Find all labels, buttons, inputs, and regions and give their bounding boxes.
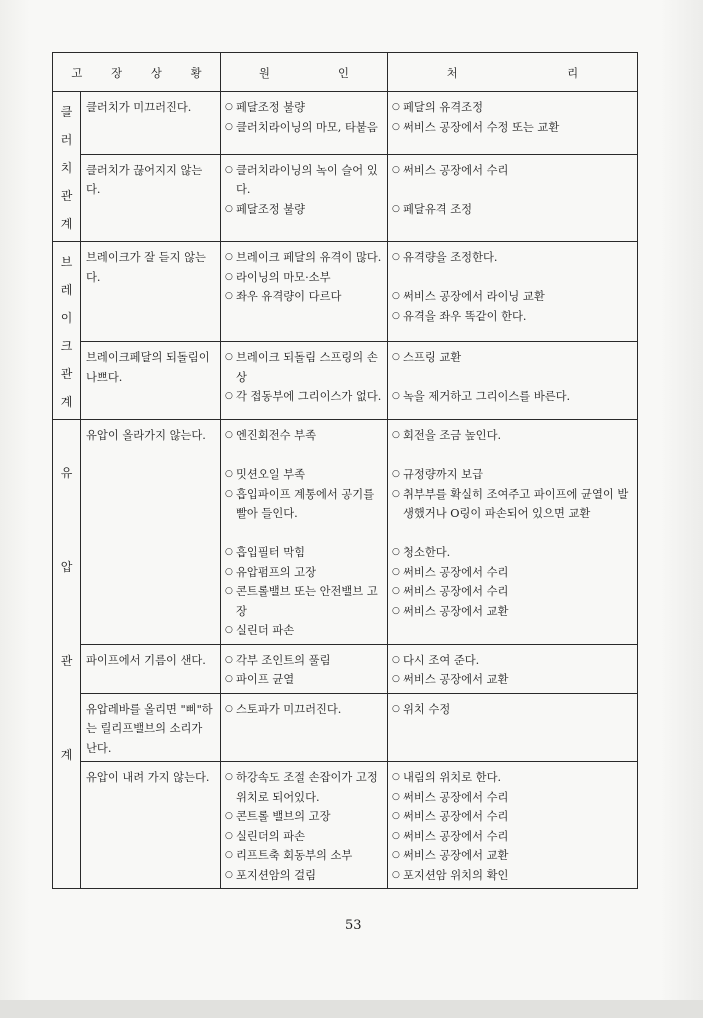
cause-item: ○ 하강속도 조절 손잡이가 고정 위치로 되어있다. (226, 768, 382, 807)
category-cell (53, 420, 81, 889)
cause-item: ○ 밋션오일 부족 (226, 465, 382, 485)
situation-cell: 유압이 올라가지 않는다. (81, 420, 221, 645)
cause-item: ○ 각부 조인트의 풀림 (226, 651, 382, 671)
action-item: ○ 써비스 공장에서 수리 (393, 161, 632, 181)
table-row (53, 342, 638, 420)
category-cell (53, 242, 81, 420)
cause-item: ○ 흡입필터 막힘 (226, 543, 382, 563)
action-item: ○ 취부부를 확실히 조여주고 파이프에 균열이 발생했거나 O링이 파손되어 있으면 교환 (393, 485, 632, 524)
spacer (393, 524, 632, 544)
category-char: 관 (60, 189, 73, 203)
action-item: ○ 써비스 공장에서 교환 (393, 670, 632, 690)
action-item: ○ 청소한다. (393, 543, 632, 563)
cause-item: ○ 콘트롤밸브 또는 안전밸브 고장 (226, 582, 382, 621)
action-item: ○ 녹을 제거하고 그리이스를 바른다. (393, 387, 632, 407)
action-item: ○ 페달유격 조정 (393, 200, 632, 220)
category-char: 계 (60, 217, 73, 231)
cause-item: ○ 라이닝의 마모·소부 (226, 268, 382, 288)
cause-item: ○ 브레이크 되돌림 스프링의 손상 (226, 348, 382, 387)
cause-item: ○ 유압펌프의 고장 (226, 563, 382, 583)
cause-item: ○ 실린더 파손 (226, 621, 382, 641)
action-item: ○ 써비스 공장에서 수리 (393, 788, 632, 808)
cause-cell (221, 154, 388, 241)
page-number: 53 (345, 918, 362, 933)
spacer (226, 446, 382, 466)
action-cell (388, 762, 638, 889)
category-char: 레 (60, 283, 73, 297)
action-item: ○ 써비스 공장에서 라이닝 교환 (393, 287, 632, 307)
action-item: ○ 회전을 조금 높인다. (393, 426, 632, 446)
cause-item: ○ 페달조정 불량 (226, 200, 382, 220)
cause-cell (221, 342, 388, 420)
cause-item: ○ 클러치라이닝의 녹이 슬어 있다. (226, 161, 382, 200)
category-cell (53, 92, 81, 242)
header-cause: 원 인 (221, 53, 388, 92)
cause-item: ○ 리프트축 회동부의 소부 (226, 846, 382, 866)
action-item: ○ 규정량까지 보급 (393, 465, 632, 485)
situation-cell: 유압레바를 올리면 "삐"하는 릴리프밸브의 소리가 난다. (81, 693, 221, 762)
table-row (53, 92, 638, 155)
cause-cell (221, 762, 388, 889)
cause-cell (221, 420, 388, 645)
cause-item: ○ 페달조정 불량 (226, 98, 382, 118)
spacer (226, 524, 382, 544)
header-situation: 고 장 상 황 (53, 53, 221, 92)
action-cell (388, 420, 638, 645)
cause-cell (221, 644, 388, 693)
cause-item: ○ 흡입파이프 계통에서 공기를 빨아 들인다. (226, 485, 382, 524)
situation-cell: 브레이크페달의 되돌림이 나쁘다. (81, 342, 221, 420)
action-item: ○ 써비스 공장에서 교환 (393, 602, 632, 622)
cause-item: ○ 파이프 균열 (226, 670, 382, 690)
cause-cell (221, 693, 388, 762)
table-row (53, 242, 638, 342)
category-char: 브 (60, 255, 73, 269)
cause-item: ○ 엔진회전수 부족 (226, 426, 382, 446)
situation-cell: 파이프에서 기름이 샌다. (81, 644, 221, 693)
header-action: 처 리 (388, 53, 638, 92)
cause-item: ○ 브레이크 페달의 유격이 많다. (226, 248, 382, 268)
action-item: ○ 페달의 유격조정 (393, 98, 632, 118)
category-char: 이 (60, 311, 73, 325)
action-item: ○ 유격을 좌우 똑같이 한다. (393, 307, 632, 327)
action-cell (388, 92, 638, 155)
action-cell (388, 693, 638, 762)
category-char: 압 (60, 560, 73, 574)
cause-item: ○ 콘트롤 밸브의 고장 (226, 807, 382, 827)
table-row (53, 154, 638, 241)
spacer (393, 446, 632, 466)
action-item: ○ 유격량을 조정한다. (393, 248, 632, 268)
action-cell (388, 242, 638, 342)
cause-item: ○ 포지션암의 걸림 (226, 866, 382, 886)
table-row (53, 693, 638, 762)
action-item: ○ 포지션암 위치의 확인 (393, 866, 632, 886)
table-row (53, 644, 638, 693)
category-char: 관 (60, 654, 73, 668)
category-char: 러 (60, 133, 73, 147)
action-item: ○ 써비스 공장에서 교환 (393, 846, 632, 866)
table-row (53, 420, 638, 645)
action-cell (388, 154, 638, 241)
category-char: 계 (60, 748, 73, 762)
action-item: ○ 써비스 공장에서 수리 (393, 563, 632, 583)
troubleshooting-table (52, 52, 638, 889)
action-item: ○ 다시 조여 준다. (393, 651, 632, 671)
spacer (393, 268, 632, 288)
category-char: 계 (60, 395, 73, 409)
action-item: ○ 내림의 위치로 한다. (393, 768, 632, 788)
action-item: ○ 써비스 공장에서 수리 (393, 807, 632, 827)
cause-item: ○ 실린더의 파손 (226, 827, 382, 847)
cause-item: ○ 클러치라이닝의 마모, 타붙음 (226, 118, 382, 138)
cause-cell (221, 242, 388, 342)
action-item: ○ 써비스 공장에서 수리 (393, 582, 632, 602)
situation-cell: 클러치가 끊어지지 않는다. (81, 154, 221, 241)
scan-edge (0, 1000, 703, 1018)
cause-cell (221, 92, 388, 155)
table-row (53, 762, 638, 889)
situation-cell: 유압이 내려 가지 않는다. (81, 762, 221, 889)
table-body (53, 92, 638, 889)
action-cell (388, 342, 638, 420)
category-char: 유 (60, 466, 73, 480)
category-char: 크 (60, 339, 73, 353)
category-char: 치 (60, 161, 73, 175)
situation-cell: 클러치가 미끄러진다. (81, 92, 221, 155)
spacer (393, 180, 632, 200)
action-item: ○ 써비스 공장에서 수정 또는 교환 (393, 118, 632, 138)
action-item: ○ 위치 수정 (393, 700, 632, 720)
cause-item: ○ 좌우 유격량이 다르다 (226, 287, 382, 307)
action-cell (388, 644, 638, 693)
cause-item: ○ 각 접동부에 그리이스가 없다. (226, 387, 382, 407)
action-item: ○ 스프링 교환 (393, 348, 632, 368)
spacer (393, 368, 632, 388)
cause-item: ○ 스토파가 미끄러진다. (226, 700, 382, 720)
situation-cell: 브레이크가 잘 듣지 않는다. (81, 242, 221, 342)
category-char: 클 (60, 105, 73, 119)
category-char: 관 (60, 367, 73, 381)
table-header-row (53, 53, 638, 92)
action-item: ○ 써비스 공장에서 수리 (393, 827, 632, 847)
